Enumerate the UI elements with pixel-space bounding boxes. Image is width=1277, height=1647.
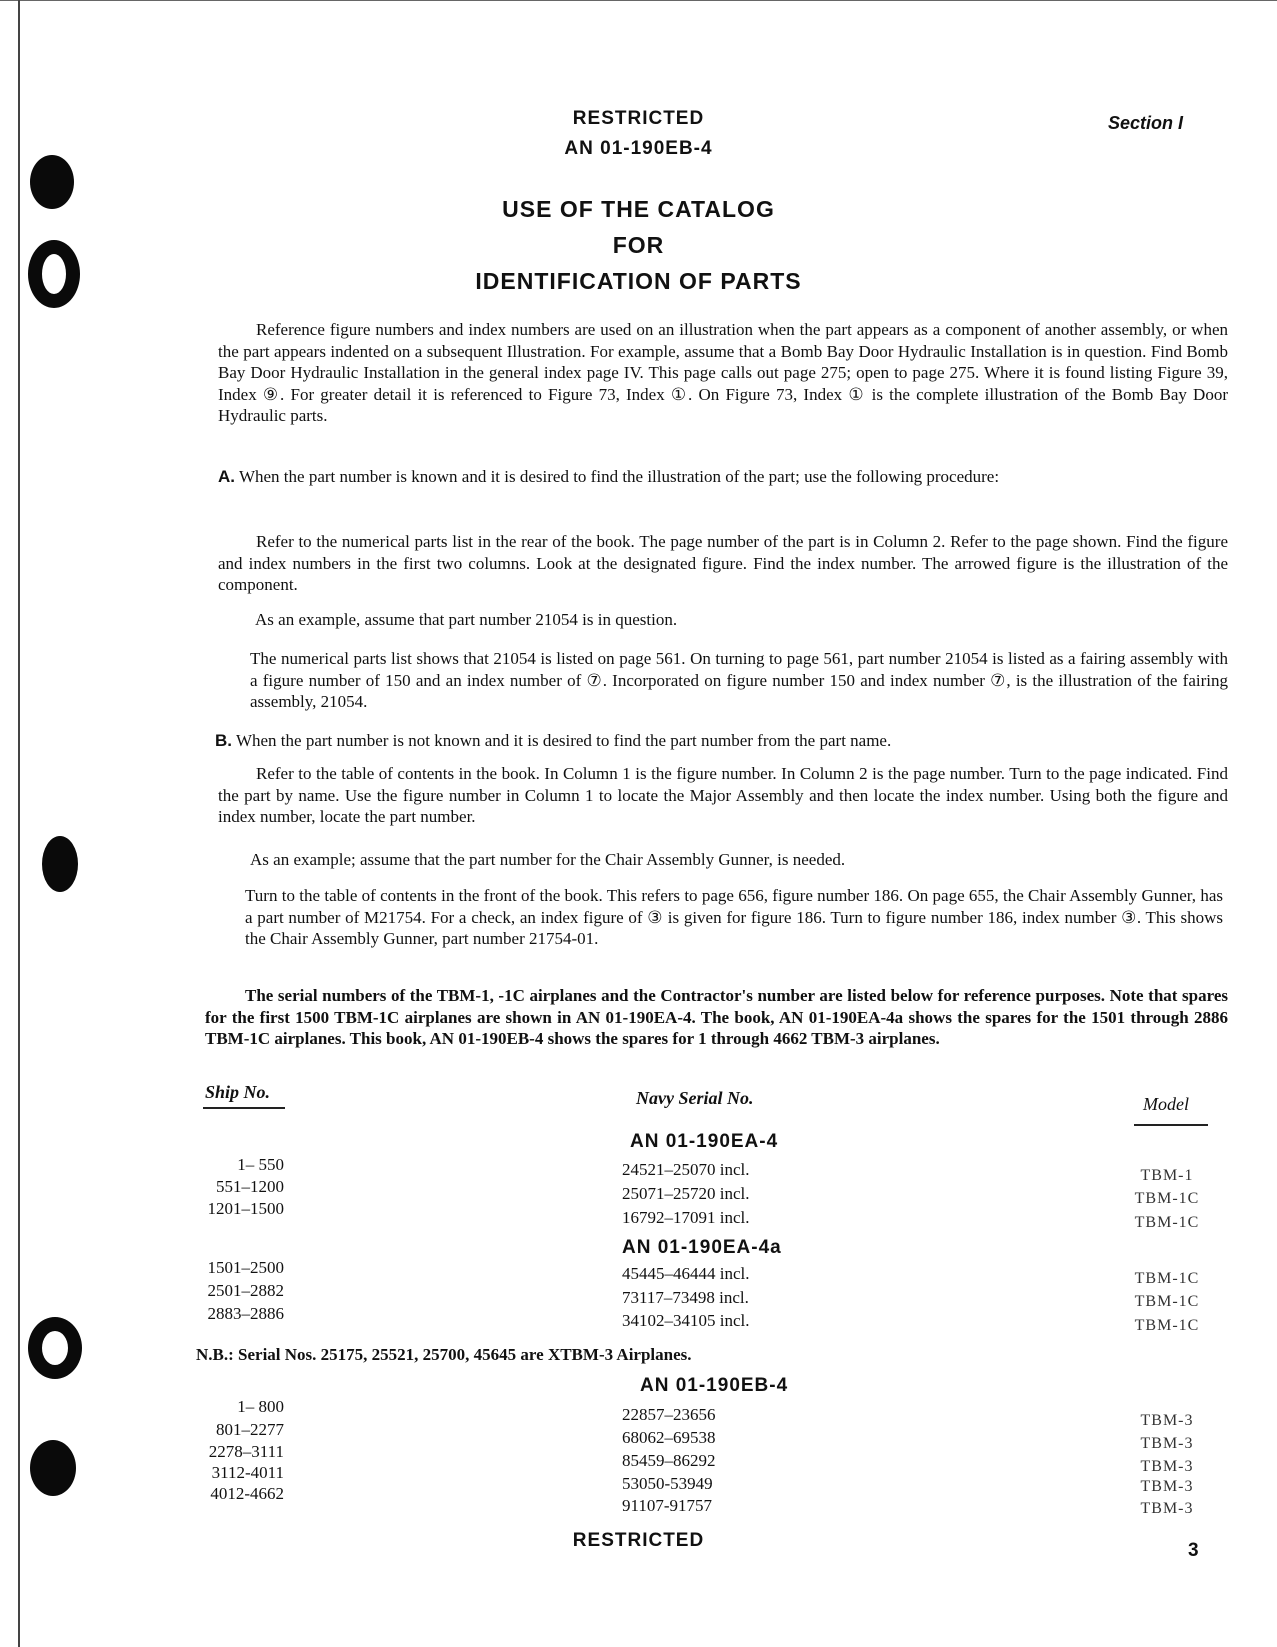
page-title-line-1: USE OF THE CATALOG bbox=[502, 196, 775, 222]
column-header-model: Model bbox=[1143, 1094, 1189, 1114]
section-a-label: A. bbox=[218, 467, 235, 486]
ship-cell: 1– 800 bbox=[237, 1397, 284, 1416]
binder-hole-4 bbox=[28, 1317, 82, 1379]
binder-hole-5 bbox=[30, 1440, 76, 1496]
section-a-paragraph-3: The numerical parts list shows that 21054 is listed on page 561. On turning to page 561, part number 21054 is listed as a fairing assembly with a figure number of 150 and an index number of ⑦. Incorporated on figure number 150 and index number ⑦, is the illustration of the fairing assembly, 21054. bbox=[250, 649, 1228, 711]
model-cell: TBM-1C bbox=[1134, 1190, 1200, 1207]
ship-cell: 3112-4011 bbox=[211, 1463, 284, 1482]
binder-hole-3 bbox=[42, 836, 78, 892]
model-cell: TBM-1C bbox=[1134, 1214, 1200, 1231]
nb-note: N.B.: Serial Nos. 25175, 25521, 25700, 45645 are XTBM-3 Airplanes. bbox=[196, 1345, 692, 1364]
group-title-3: AN 01-190EB-4 bbox=[640, 1375, 789, 1396]
model-cell: TBM-3 bbox=[1140, 1478, 1194, 1495]
ship-cell: 801–2277 bbox=[216, 1420, 284, 1439]
page-title-line-3: IDENTIFICATION OF PARTS bbox=[475, 268, 802, 294]
column-header-ship: Ship No. bbox=[205, 1082, 271, 1102]
group-title-1: AN 01-190EA-4 bbox=[630, 1131, 779, 1152]
serial-cell: 53050-53949 bbox=[622, 1474, 713, 1493]
model-cell: TBM-3 bbox=[1140, 1435, 1194, 1452]
model-cell: TBM-3 bbox=[1140, 1458, 1194, 1475]
serial-numbers-note: The serial numbers of the TBM-1, -1C airplanes and the Contractor's number are listed below for reference purposes. Note that spares for the first 1500 TBM-1C airplanes are shown in AN 01-190EA-4. The book, AN 01-190EA-4a shows the spares for the 1501 through 2886 TBM-1C airplanes. This book, AN 01-190EB-4 shows the spares for 1 through 4662 TBM-3 airplanes. bbox=[205, 986, 1228, 1048]
document-number: AN 01-190EB-4 bbox=[564, 138, 713, 159]
model-header-underline bbox=[1134, 1124, 1208, 1126]
section-b-paragraph-1: Refer to the table of contents in the book. In Column 1 is the figure number. In Column 2 is the page number. Turn to the page indicated. Find the part by name. Use the figure number in Column 1 to locate the Major Assembly and then locate the index number. Using both the figure and index number, locate the part number. bbox=[218, 764, 1228, 826]
section-b-text: When the part number is not known and it is desired to find the part number from the part name. bbox=[235, 731, 892, 750]
serial-cell: 73117–73498 incl. bbox=[622, 1288, 749, 1307]
section-b-label: B. bbox=[215, 731, 232, 750]
page-title-line-2: FOR bbox=[612, 232, 665, 258]
column-header-serial: Navy Serial No. bbox=[636, 1088, 754, 1108]
ship-cell: 4012-4662 bbox=[210, 1484, 284, 1503]
model-cell: TBM-3 bbox=[1140, 1500, 1194, 1517]
ship-cell: 1– 550 bbox=[237, 1155, 284, 1174]
section-a-heading bbox=[218, 466, 1228, 488]
model-cell: TBM-1C bbox=[1134, 1293, 1200, 1310]
restricted-footer: RESTRICTED bbox=[572, 1530, 705, 1551]
ship-cell: 551–1200 bbox=[216, 1177, 284, 1196]
intro-paragraph: Reference figure numbers and index numbers are used on an illustration when the part appears as a component of another assembly, or when the part appears indented on a subsequent Illustration. For example, assume that a Bomb Bay Door Hydraulic Installation is in question. Find Bomb Bay Door Hydraulic Installation in the general index page IV. This page calls out page 275; open to page 275. Where it is found listing Figure 39, Index ⑨. For greater detail it is referenced to Figure 73, Index ①. On Figure 73, Index ① is the complete illustration of the Bomb Bay Door Hydraulic parts. bbox=[218, 320, 1228, 425]
section-b-paragraph-3: Turn to the table of contents in the front of the book. This refers to page 656, figure number 186. On page 655, the Chair Assembly Gunner, has a part number of M21754. For a check, an index figure of ③ is given for figure 186. Turn to figure number 186, index number ③. This shows the Chair Assembly Gunner, part number 21754-01. bbox=[245, 886, 1223, 948]
section-a-text: When the part number is known and it is desired to find the illustration of the part; use the following procedure: bbox=[238, 467, 1000, 486]
serial-cell: 91107-91757 bbox=[622, 1496, 713, 1515]
ship-cell: 2278–3111 bbox=[208, 1442, 284, 1461]
model-cell: TBM-1C bbox=[1134, 1270, 1200, 1287]
model-cell: TBM-3 bbox=[1140, 1412, 1194, 1429]
ship-header-underline bbox=[203, 1107, 285, 1109]
page-number: 3 bbox=[1188, 1540, 1199, 1561]
ship-cell: 2883–2886 bbox=[207, 1304, 284, 1323]
serial-cell: 85459–86292 bbox=[622, 1451, 716, 1470]
serial-cell: 25071–25720 incl. bbox=[622, 1184, 750, 1203]
page-top-edge bbox=[0, 0, 1277, 1]
ship-cell: 1501–2500 bbox=[207, 1258, 284, 1277]
model-cell: TBM-1 bbox=[1140, 1167, 1194, 1184]
model-cell: TBM-1C bbox=[1134, 1317, 1200, 1334]
serial-cell: 24521–25070 incl. bbox=[622, 1160, 750, 1179]
section-a-paragraph-1: Refer to the numerical parts list in the rear of the book. The page number of the part is in Column 2. Refer to the page shown. Find the figure and index numbers in the first two columns. Look at the designated figure. Find the index number. The arrowed figure is the illustration of the component. bbox=[218, 532, 1228, 594]
group-title-2: AN 01-190EA-4a bbox=[622, 1237, 782, 1258]
section-label: Section I bbox=[1108, 113, 1184, 133]
section-b-heading bbox=[215, 730, 1228, 752]
section-a-paragraph-2: As an example, assume that part number 21054 is in question. bbox=[255, 610, 678, 629]
serial-cell: 22857–23656 bbox=[622, 1405, 716, 1424]
serial-cell: 16792–17091 incl. bbox=[622, 1208, 750, 1227]
restricted-header: RESTRICTED bbox=[572, 108, 705, 129]
serial-cell: 68062–69538 bbox=[622, 1428, 716, 1447]
ship-cell: 1201–1500 bbox=[207, 1199, 284, 1218]
serial-cell: 34102–34105 incl. bbox=[622, 1311, 750, 1330]
section-b-paragraph-2: As an example; assume that the part number for the Chair Assembly Gunner, is needed. bbox=[250, 850, 846, 869]
serial-cell: 45445–46444 incl. bbox=[622, 1264, 750, 1283]
ship-cell: 2501–2882 bbox=[207, 1281, 284, 1300]
